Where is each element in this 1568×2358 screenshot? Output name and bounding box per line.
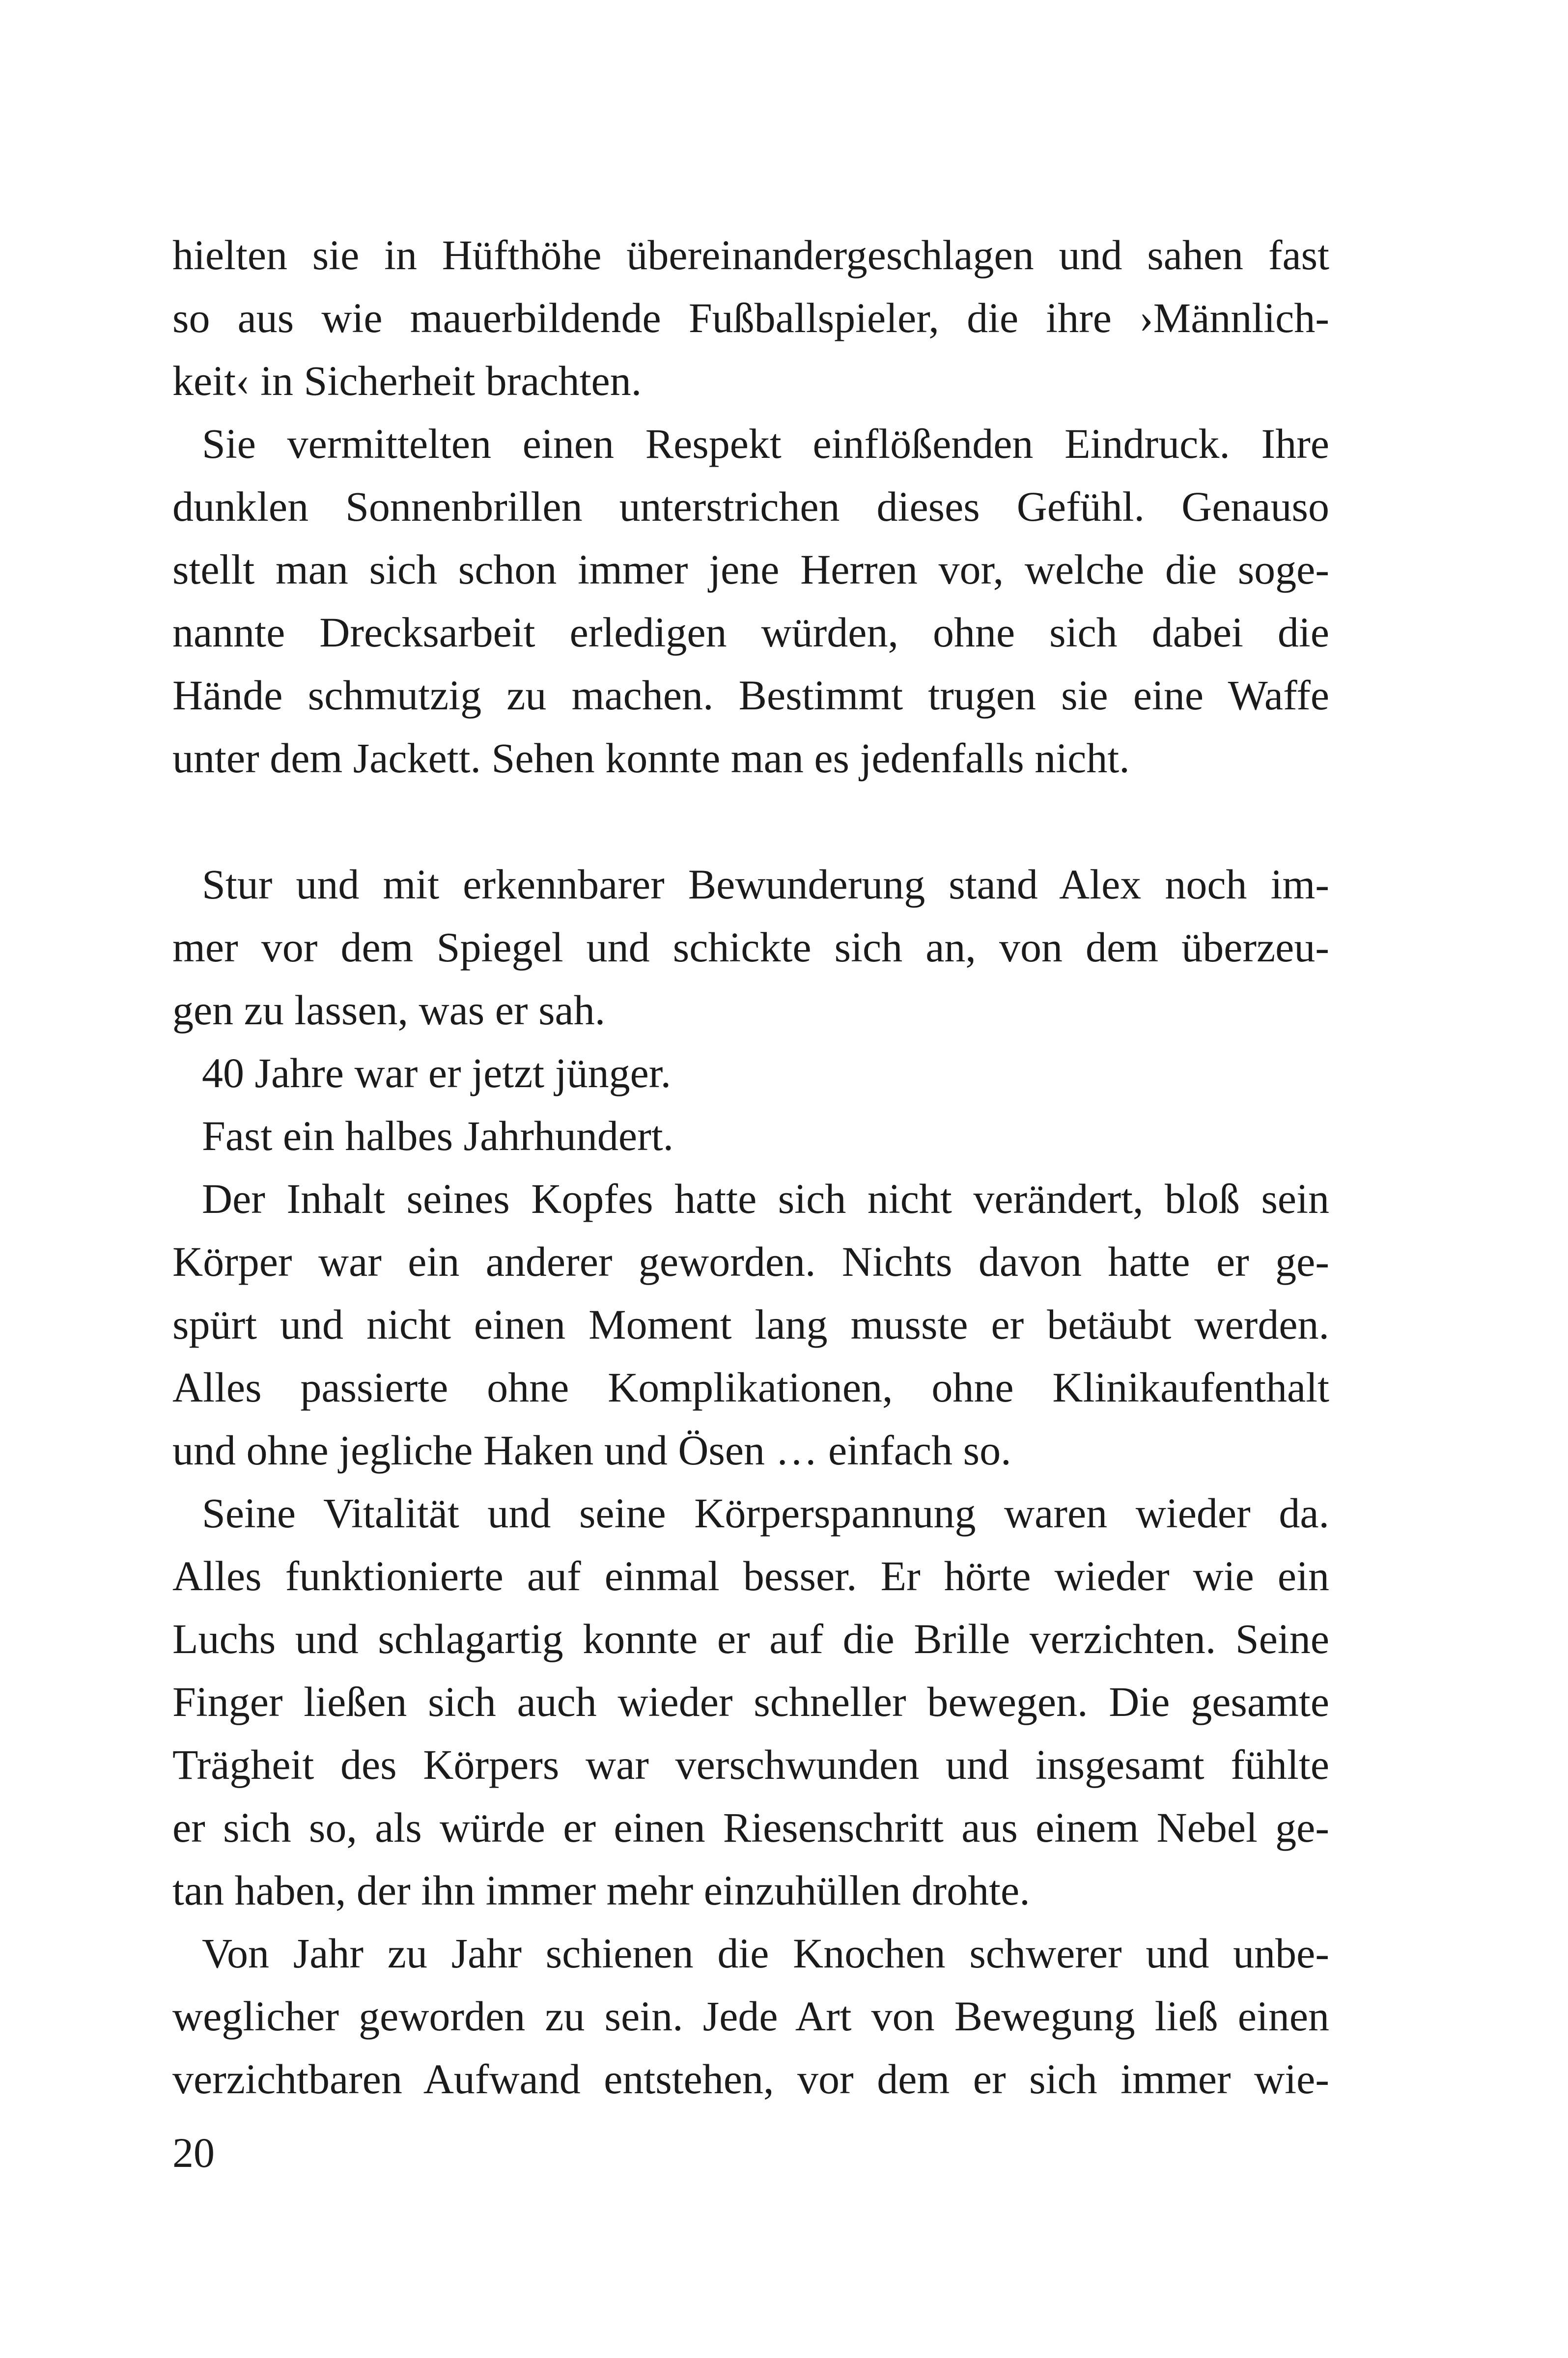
text-line: Finger ließen sich auch wieder schneller bewegen. Die gesamte bbox=[172, 1678, 1329, 1725]
text-line: Sie vermittelten einen Respekt einflößenden Eindruck. Ihre bbox=[202, 420, 1329, 467]
text-line: Alles funktionierte auf einmal besser. Er hörte wieder wie ein bbox=[172, 1552, 1329, 1600]
text-line: Hände schmutzig zu machen. Bestimmt trugen sie eine Waffe bbox=[172, 672, 1329, 719]
text-line: Stur und mit erkennbarer Bewunderung stand Alex noch im- bbox=[202, 861, 1329, 908]
text-line: hielten sie in Hüfthöhe übereinandergeschlagen und sahen fast bbox=[172, 231, 1329, 279]
text-line: 40 Jahre war er jetzt jünger. bbox=[202, 1049, 672, 1096]
text-line: Alles passierte ohne Komplikationen, ohne Klinikaufenthalt bbox=[172, 1364, 1329, 1411]
text-line: so aus wie mauerbildende Fußballspieler, die ihre ›Männlich- bbox=[172, 294, 1329, 341]
text-line: mer vor dem Spiegel und schickte sich an, von dem überzeu- bbox=[172, 924, 1329, 971]
text-line: gen zu lassen, was er sah. bbox=[172, 986, 606, 1034]
text-line: Von Jahr zu Jahr schienen die Knochen schwerer und unbe- bbox=[202, 1930, 1329, 1977]
text-line: nannte Drecksarbeit erledigen würden, ohne sich dabei die bbox=[172, 609, 1329, 656]
text-line: keit‹ in Sicherheit brachten. bbox=[172, 357, 642, 404]
text-line: Fast ein halbes Jahrhundert. bbox=[202, 1112, 674, 1159]
text-line: tan haben, der ihn immer mehr einzuhüllen drohte. bbox=[172, 1867, 1030, 1914]
text-line: unter dem Jackett. Sehen konnte man es jedenfalls nicht. bbox=[172, 734, 1130, 782]
text-line: weglicher geworden zu sein. Jede Art von Bewegung ließ einen bbox=[172, 1993, 1329, 2040]
text-line: Seine Vitalität und seine Körperspannung waren wieder da. bbox=[202, 1489, 1329, 1537]
text-line: Körper war ein anderer geworden. Nichts davon hatte er ge- bbox=[172, 1238, 1329, 1285]
text-line: dunklen Sonnenbrillen unterstrichen dieses Gefühl. Genauso bbox=[172, 483, 1329, 530]
text-line: und ohne jegliche Haken und Ösen … einfach so. bbox=[172, 1427, 1011, 1474]
text-line: Der Inhalt seines Kopfes hatte sich nicht verändert, bloß sein bbox=[202, 1175, 1329, 1222]
text-line: Trägheit des Körpers war verschwunden und insgesamt fühlte bbox=[172, 1741, 1329, 1788]
text-line: verzichtbaren Aufwand entstehen, vor dem er sich immer wie- bbox=[172, 2055, 1329, 2103]
text-line: spürt und nicht einen Moment lang musste er betäubt werden. bbox=[172, 1301, 1329, 1348]
text-line: er sich so, als würde er einen Riesenschritt aus einem Nebel ge- bbox=[172, 1804, 1329, 1851]
page-number: 20 bbox=[172, 2129, 215, 2176]
text-line: stellt man sich schon immer jene Herren vor, welche die soge- bbox=[172, 546, 1329, 593]
text-line: Luchs und schlagartig konnte er auf die Brille verzichten. Seine bbox=[172, 1615, 1329, 1662]
